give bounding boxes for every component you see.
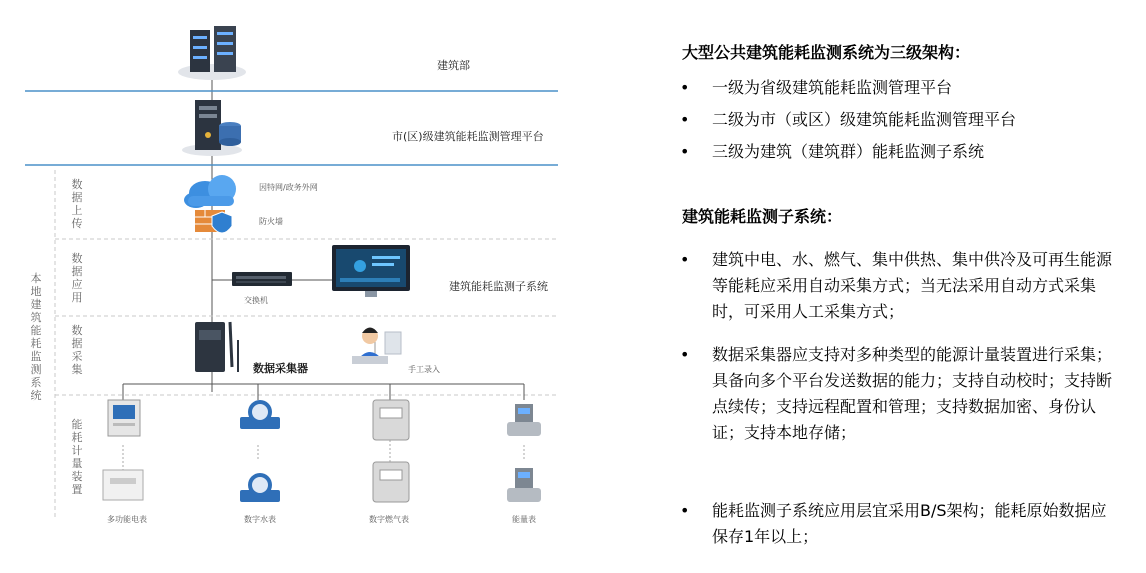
list-item-text: 数据采集器应支持对多种类型的能源计量装置进行采集；具备向多个平台发送数据的能力；支持自动校时；支持断点续传；支持远程配置和管理；支持数据加密、身份认证；支持本地存储； — [712, 345, 1113, 442]
cloud-icon — [184, 175, 236, 208]
firewall-icon — [195, 210, 232, 233]
list-item — [680, 75, 1120, 101]
layer-label-metering: 能耗计量装置 — [71, 418, 83, 496]
label-network: 因特网/政务外网 — [259, 183, 318, 192]
gas-meter-icon — [373, 400, 409, 502]
layer-label-upload: 数据上传 — [71, 178, 83, 230]
list-item-text: 一级为省级建筑能耗监测管理平台 — [712, 78, 953, 97]
label-meter-energy: 能量表 — [512, 515, 536, 524]
label-meter-gas: 数字燃气表 — [369, 515, 409, 524]
list-item-text: 能耗监测子系统应用层宜采用B/S架构；能耗原始数据应保存1年以上； — [712, 501, 1107, 546]
label-collector: 数据采集器 — [253, 362, 308, 375]
water-meter-icon — [240, 400, 280, 502]
list-item-text: 三级为建筑（建筑群）能耗监测子系统 — [712, 142, 985, 161]
bullet-icon: • — [680, 250, 690, 269]
ministry-server-icon — [178, 26, 246, 80]
list-item — [680, 498, 1120, 552]
bullet-icon: • — [680, 110, 690, 129]
collector-icon — [195, 322, 238, 372]
list-item — [680, 342, 1120, 476]
label-building-ministry: 建筑部 — [437, 59, 470, 72]
description-panel — [668, 0, 1138, 573]
section1-title: 大型公共建筑能耗监测系统为三级架构： — [682, 43, 971, 62]
label-manual-entry: 手工录入 — [408, 365, 440, 374]
monitor-icon — [332, 245, 410, 297]
list-item — [680, 247, 1120, 327]
label-firewall: 防火墙 — [259, 217, 283, 226]
list-item — [680, 139, 1120, 165]
layer-label-collection: 数据采集 — [71, 324, 83, 376]
section2-title: 建筑能耗监测子系统： — [682, 207, 843, 226]
label-meter-multi: 多功能电表 — [107, 515, 147, 524]
label-meter-water: 数字水表 — [244, 515, 276, 524]
list-item — [680, 107, 1120, 133]
label-subsystem: 建筑能耗监测子系统 — [449, 280, 548, 293]
bullet-icon: • — [680, 78, 690, 97]
manual-entry-person-icon — [352, 328, 401, 365]
city-server-icon — [182, 100, 242, 156]
switch-icon — [232, 272, 292, 286]
bullet-icon: • — [680, 501, 690, 520]
bullet-icon: • — [680, 142, 690, 161]
bullet-icon: • — [680, 345, 690, 364]
list-item-text: 二级为市（或区）级建筑能耗监测管理平台 — [712, 110, 1017, 129]
label-switch: 交换机 — [244, 296, 268, 305]
list-item-text: 建筑中电、水、燃气、集中供热、集中供冷及可再生能源等能耗应采用自动采集方式；当无法采用自动方式采集时，可采用人工采集方式； — [712, 250, 1113, 321]
layer-label-local-system: 本地建筑能耗监测系统 — [30, 272, 42, 402]
layer-label-application: 数据应用 — [71, 252, 83, 304]
label-city-platform: 市(区)级建筑能耗监测管理平台 — [392, 130, 544, 143]
